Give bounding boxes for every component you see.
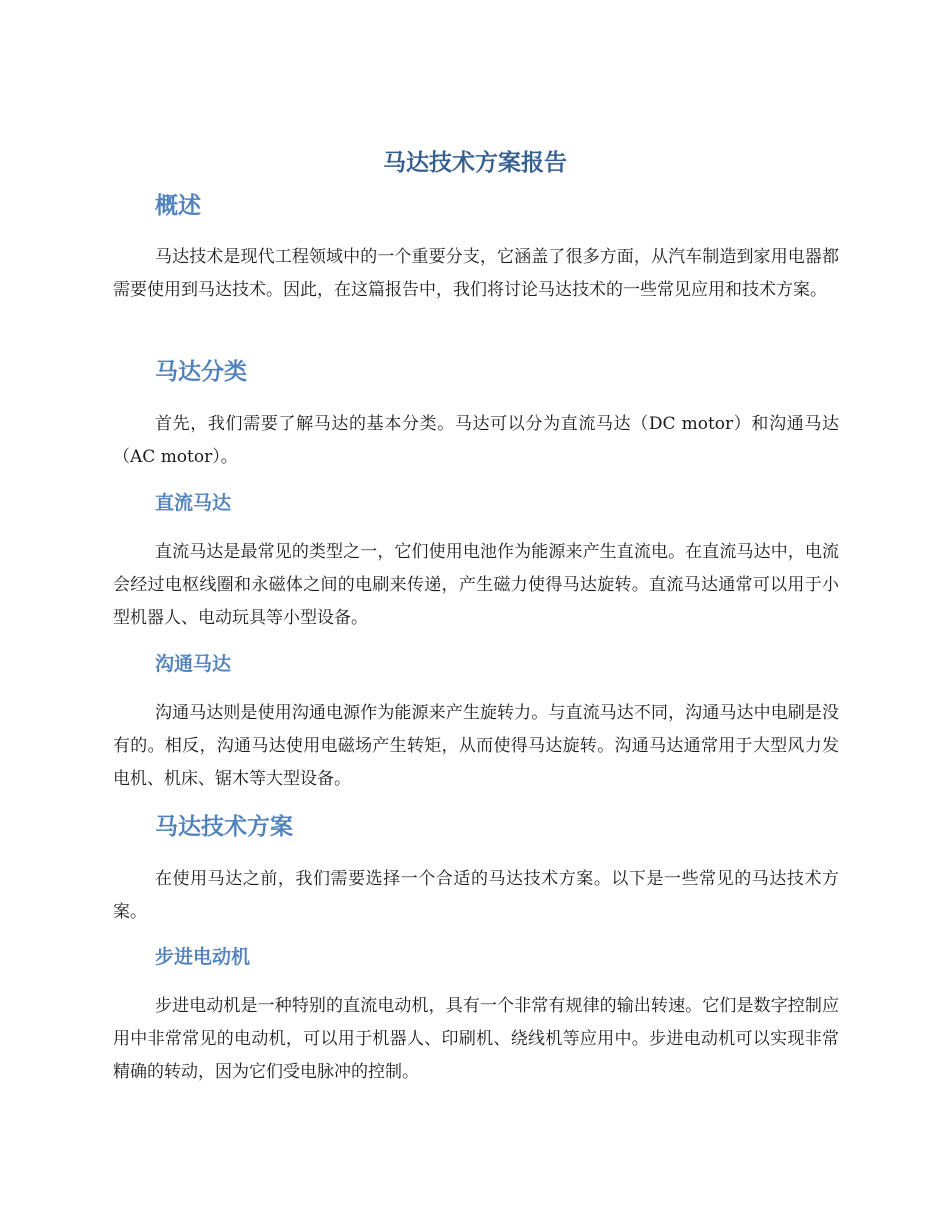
paragraph-dc-motor: 直流马达是最常见的类型之一，它们使用电池作为能源来产生直流电。在直流马达中，电流会经过电枢线圈和永磁体之间的电刷来传递，产生磁力使得马达旋转。直流马达通常可以用于小型机器人、电动玩具等小型设备。 xyxy=(113,542,839,628)
heading-overview: 概述 xyxy=(155,193,201,219)
document-title: 马达技术方案报告 xyxy=(383,150,567,176)
paragraph-motor-tech-solutions: 在使用马达之前，我们需要选择一个合适的马达技术方案。以下是一些常见的马达技术方案。 xyxy=(113,869,839,922)
paragraph-stepper-motor: 步进电动机是一种特别的直流电动机，具有一个非常有规律的输出转速。它们是数字控制应用中非常常见的电动机，可以用于机器人、印刷机、绕线机等应用中。步进电动机可以实现非常精确的转动，因为它们受电脉冲的控制。 xyxy=(113,996,839,1082)
paragraph-motor-classification: 首先，我们需要了解马达的基本分类。马达可以分为直流马达（DC motor）和沟通马达（AC motor）。 xyxy=(113,414,839,467)
heading-stepper-motor: 步进电动机 xyxy=(155,946,251,968)
paragraph-ac-motor: 沟通马达则是使用沟通电源作为能源来产生旋转力。与直流马达不同，沟通马达中电刷是没有的。相反，沟通马达使用电磁场产生转矩，从而使得马达旋转。沟通马达通常用于大型风力发电机、机床、锯木等大型设备。 xyxy=(113,703,839,789)
heading-ac-motor: 沟通马达 xyxy=(155,653,232,675)
heading-motor-classification: 马达分类 xyxy=(155,359,247,385)
paragraph-overview: 马达技术是现代工程领域中的一个重要分支，它涵盖了很多方面，从汽车制造到家用电器都需要使用到马达技术。因此，在这篇报告中，我们将讨论马达技术的一些常见应用和技术方案。 xyxy=(113,247,839,300)
heading-dc-motor: 直流马达 xyxy=(155,492,232,514)
heading-motor-tech-solutions: 马达技术方案 xyxy=(155,814,293,840)
